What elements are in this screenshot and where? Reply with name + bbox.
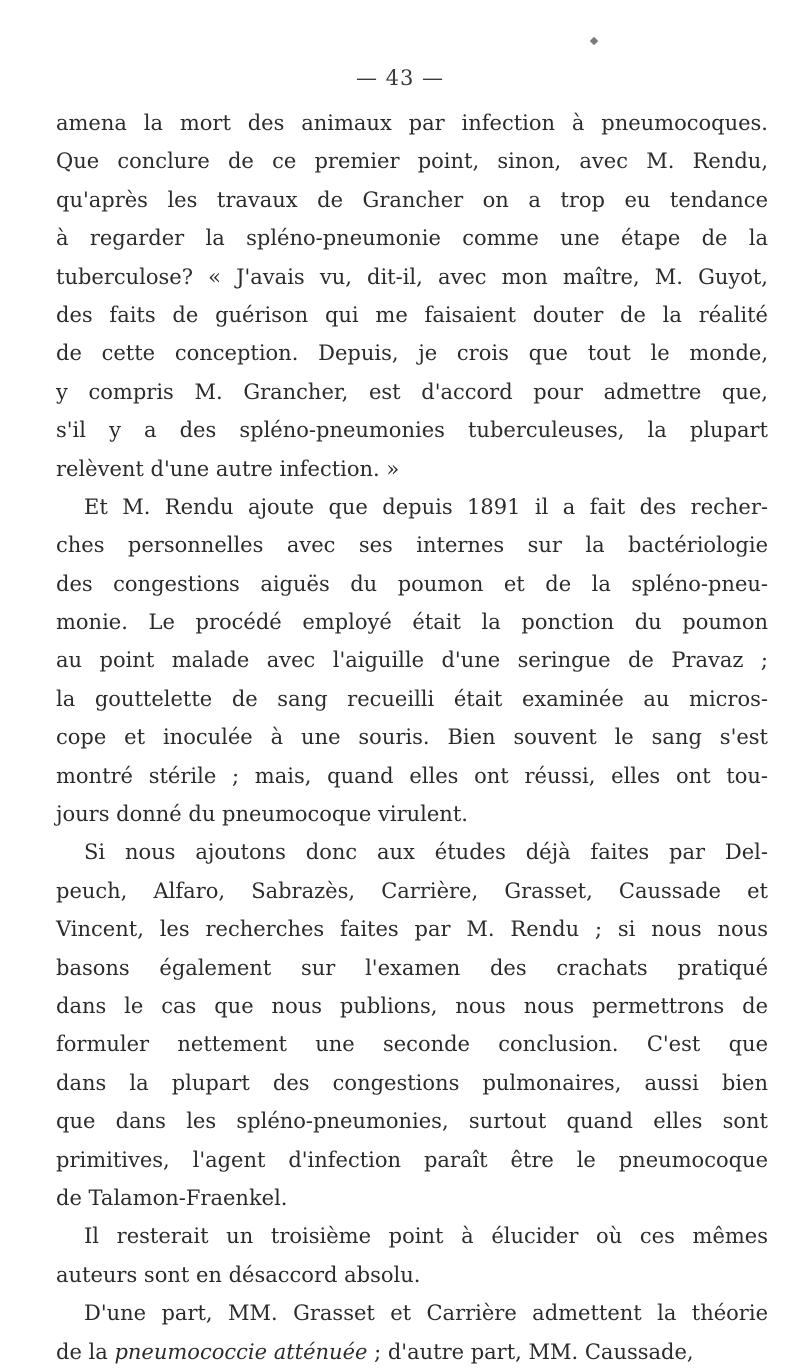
- text-line: Que conclure de ce premier point, sinon, avec M. Rendu,: [56, 149, 768, 174]
- text-line: qu'après les travaux de Grancher on a trop eu tendance: [56, 187, 768, 212]
- text-line: formuler nettement une seconde conclusion. C'est que: [56, 1032, 768, 1057]
- page-number: — 43 —: [355, 66, 445, 90]
- text-line: montré stérile ; mais, quand elles ont réussi, elles ont tou-: [56, 763, 768, 788]
- ink-spot: [590, 37, 598, 45]
- text-line: à regarder la spléno-pneumonie comme une étape de la: [56, 226, 768, 251]
- text-line: Vincent, les recherches faites par M. Rendu ; si nous nous: [56, 917, 768, 942]
- text-line: dans le cas que nous publions, nous nous permettrons de: [56, 993, 768, 1018]
- text-line: relèvent d'une autre infection. »: [56, 456, 400, 481]
- text-line: ches personnelles avec ses internes sur la bactériologie: [56, 533, 768, 558]
- final-line-end: ; d'autre part, MM. Caussade,: [367, 1339, 694, 1364]
- text-line: des congestions aiguës du poumon et de la spléno-pneu-: [56, 571, 768, 596]
- text-line: de cette conception. Depuis, je crois que tout le monde,: [56, 341, 768, 366]
- paragraph-lines: [56, 104, 768, 1333]
- text-line: de Talamon-Fraenkel.: [56, 1185, 288, 1210]
- text-line-final: [56, 1333, 768, 1371]
- text-line: peuch, Alfaro, Sabrazès, Carrière, Grasset, Caussade et: [56, 878, 768, 903]
- text-line: D'une part, MM. Grasset et Carrière admettent la théorie: [84, 1301, 768, 1326]
- text-line: Il resterait un troisième point à élucider où ces mêmes: [84, 1224, 768, 1249]
- text-line: la gouttelette de sang recueilli était examinée au micros-: [56, 686, 768, 711]
- text-line: tuberculose? « J'avais vu, dit-il, avec mon maître, M. Guyot,: [56, 264, 768, 289]
- text-line: Et M. Rendu ajoute que depuis 1891 il a fait des recher-: [84, 494, 768, 519]
- text-line: monie. Le procédé employé était la ponction du poumon: [56, 610, 768, 635]
- text-line: des faits de guérison qui me faisaient douter de la réalité: [56, 302, 768, 327]
- text-line: y compris M. Grancher, est d'accord pour admettre que,: [56, 379, 768, 404]
- text-line: dans la plupart des congestions pulmonaires, aussi bien: [56, 1070, 768, 1095]
- text-line: s'il y a des spléno-pneumonies tuberculeuses, la plupart: [56, 418, 768, 443]
- text-line: auteurs sont en désaccord absolu.: [56, 1262, 421, 1287]
- body-text: [56, 104, 768, 1371]
- text-line: au point malade avec l'aiguille d'une seringue de Pravaz ;: [56, 648, 768, 673]
- text-line: que dans les spléno-pneumonies, surtout quand elles sont: [56, 1109, 768, 1134]
- final-line-start: de la: [56, 1339, 115, 1364]
- text-line: amena la mort des animaux par infection à pneumocoques.: [56, 111, 768, 135]
- text-line: cope et inoculée à une souris. Bien souvent le sang s'est: [56, 725, 768, 750]
- text-line: basons également sur l'examen des crachats pratiqué: [56, 955, 768, 980]
- text-line: Si nous ajoutons donc aux études déjà faites par Del-: [84, 840, 768, 865]
- text-line: primitives, l'agent d'infection paraît être le pneumocoque: [56, 1147, 768, 1172]
- text-line: jours donné du pneumocoque virulent.: [56, 802, 468, 827]
- italic-term: pneumococcie atténuée: [114, 1339, 368, 1364]
